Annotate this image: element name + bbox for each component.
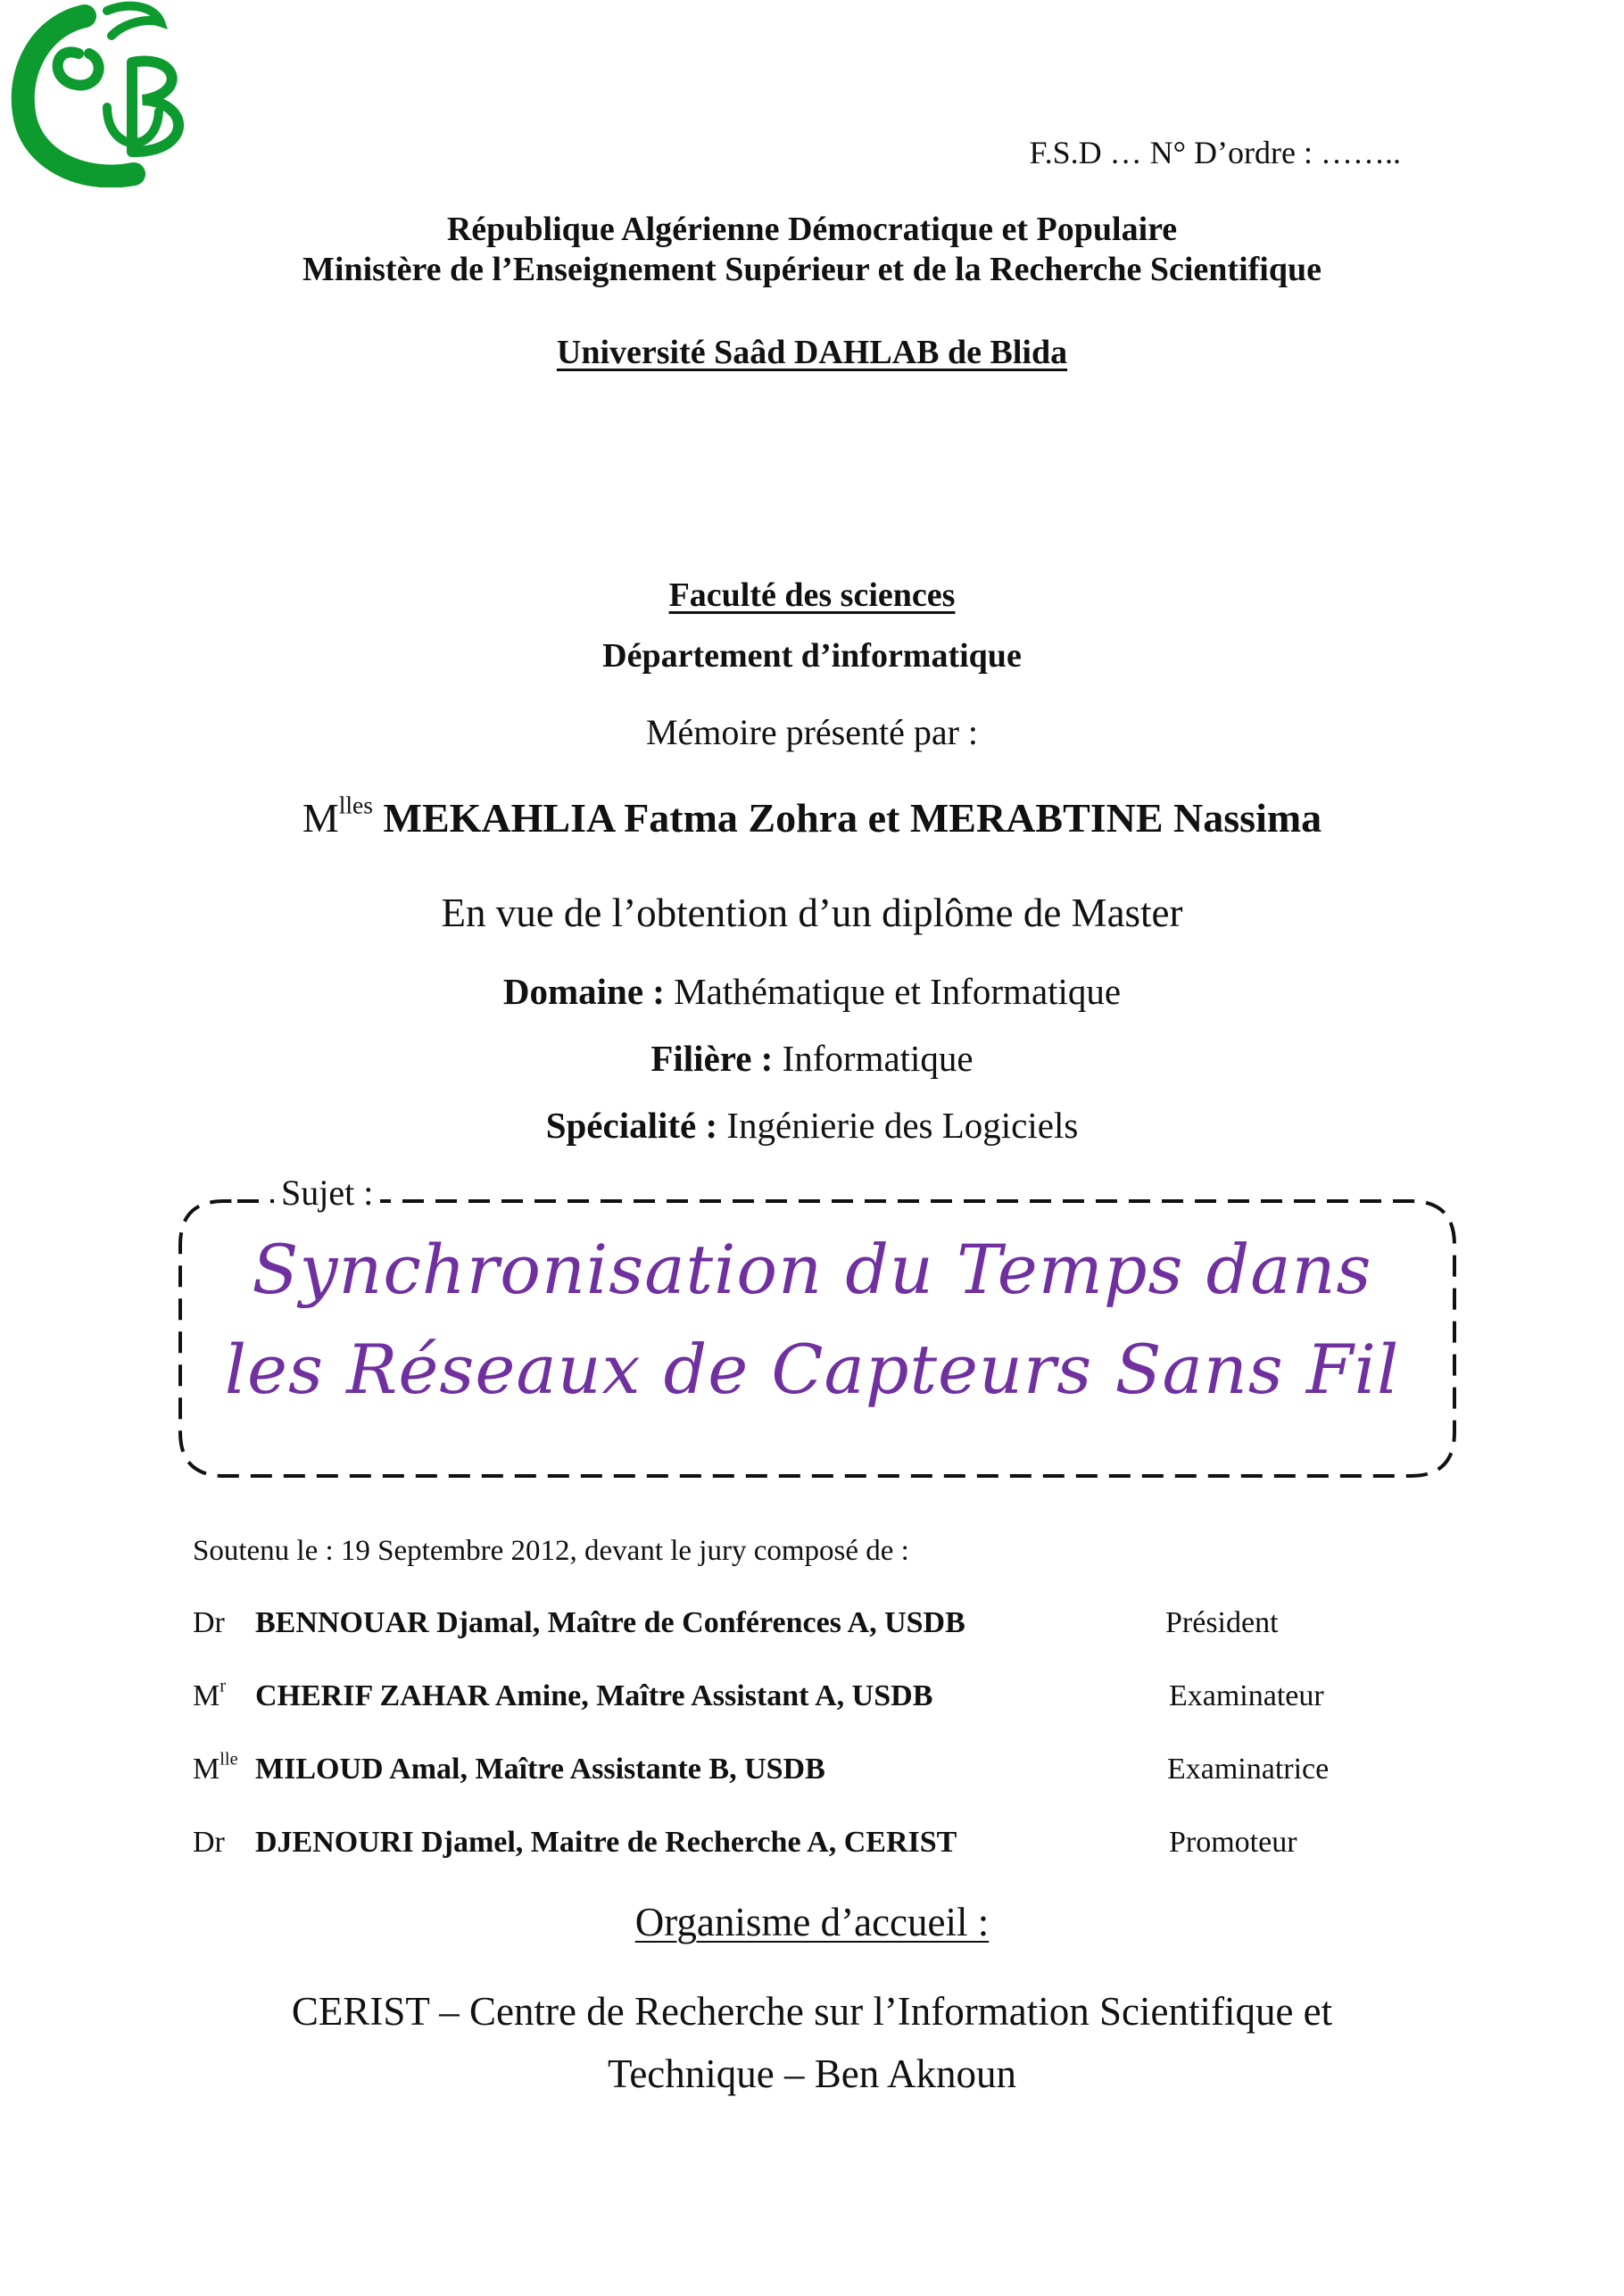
jury-role: Président <box>1165 1606 1279 1639</box>
authors-prefix: M <box>302 795 339 841</box>
defense-info: Soutenu le : 19 Septembre 2012, devant le jury composé de : <box>193 1535 909 1567</box>
filiere-line <box>0 1037 1624 1080</box>
domain-line <box>0 970 1624 1013</box>
authors-names: MEKAHLIA Fatma Zohra et MERABTINE Nassima <box>383 795 1322 841</box>
jury-civility: $M^r$ <box>193 1676 227 1712</box>
speciality-line <box>0 1104 1624 1147</box>
faculty-line <box>0 576 1624 615</box>
authors-prefix-sup: lles <box>338 791 374 819</box>
speciality-value: Ingénierie des Logiciels <box>726 1105 1079 1146</box>
university-line <box>0 333 1624 372</box>
jury-row <box>193 1606 1424 1651</box>
jury-civility: Dr <box>193 1826 225 1859</box>
speciality-label: Spécialité : <box>545 1105 718 1146</box>
jury-role: Examinatrice <box>1167 1753 1330 1786</box>
subject-label: Sujet : <box>274 1172 380 1214</box>
host-line-2: Technique – Ben Aknoun <box>607 2051 1017 2096</box>
university-name: Université Saâd DAHLAB de Blida <box>556 334 1068 371</box>
jury-civility: Dr <box>193 1606 225 1639</box>
jury-member: CHERIF ZAHAR Amine, Maître Assistant A, USDB <box>255 1679 933 1712</box>
filiere-label: Filière : <box>650 1038 774 1079</box>
department-name: Département d’informatique <box>602 637 1022 675</box>
subject-title-line-2: les Réseaux de Capteurs Sans Fil <box>224 1330 1400 1409</box>
order-reference: F.S.D … N° D’ordre : …….. <box>1029 135 1401 170</box>
jury-role: Promoteur <box>1169 1826 1297 1859</box>
presented-by: Mémoire présenté par : <box>645 712 979 752</box>
authors-line <box>0 791 1624 841</box>
host-line-1: CERIST – Centre de Recherche sur l’Information Scientifique et <box>291 1989 1333 2034</box>
filiere-value: Informatique <box>782 1038 974 1079</box>
jury-row <box>193 1676 1424 1724</box>
ministry-heading: Ministère de l’Enseignement Supérieur et de la Recherche Scientifique <box>302 251 1322 288</box>
domain-label: Domaine : <box>502 971 665 1012</box>
jury-role: Examinateur <box>1169 1679 1324 1712</box>
jury-civility: $M^{lle}$ <box>193 1749 238 1786</box>
jury-member: DJENOURI Djamel, Maitre de Recherche A, CERIST <box>255 1826 957 1859</box>
jury-member: BENNOUAR Djamal, Maître de Conférences A, USDB <box>255 1606 965 1639</box>
diploma-line: En vue de l’obtention d’un diplôme de Master <box>441 891 1183 935</box>
republic-heading: République Algérienne Démocratique et Populaire <box>446 211 1178 248</box>
host-heading-line <box>0 1899 1624 1945</box>
jury-member: MILOUD Amal, Maître Assistante B, USDB <box>255 1753 825 1786</box>
university-logo-icon <box>0 0 214 187</box>
host-heading: Organisme d’accueil : <box>634 1900 990 1944</box>
jury-row <box>193 1826 1424 1870</box>
faculty-name: Faculté des sciences <box>668 576 956 614</box>
subject-title-line-1: Synchronisation du Temps dans <box>252 1230 1372 1309</box>
jury-row <box>193 1749 1424 1797</box>
domain-value: Mathématique et Informatique <box>674 971 1122 1012</box>
